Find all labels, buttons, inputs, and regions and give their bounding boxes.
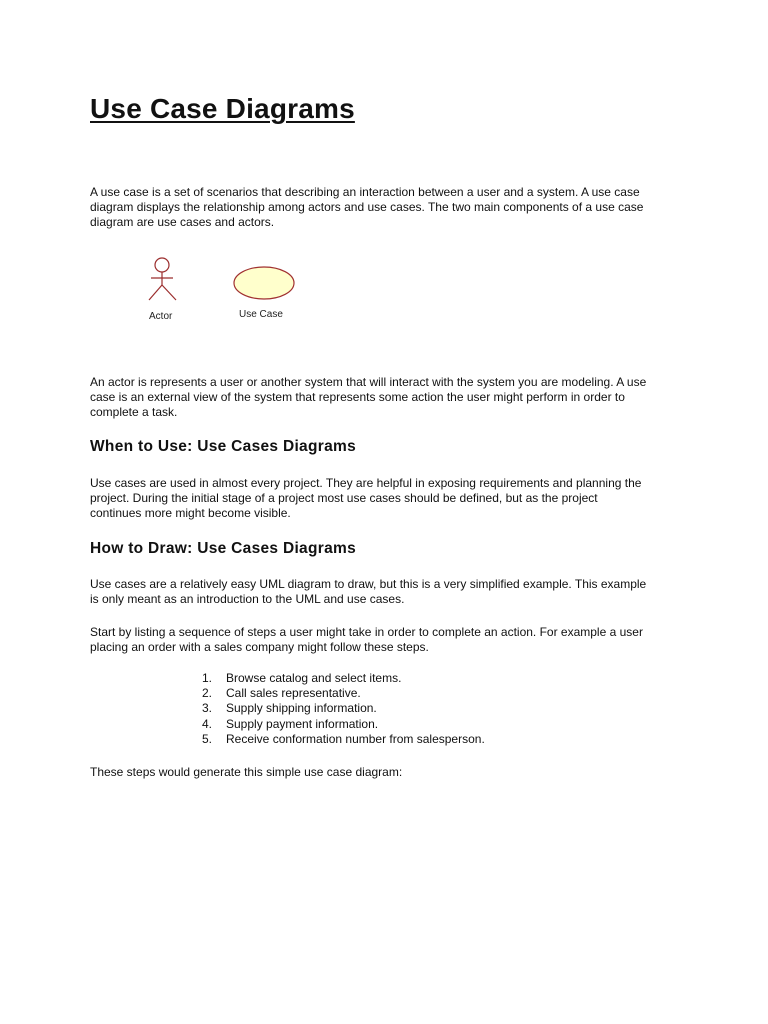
list-item: [202, 671, 485, 686]
intro-line: A use case is a set of scenarios that describing an interaction between a user and a system. A use case: [90, 185, 640, 199]
how-paragraph-line: placing an order with a sales company might follow these steps.: [90, 640, 429, 654]
actor-paragraph: [90, 375, 690, 420]
when-to-use-heading: When to Use: Use Cases Diagrams: [90, 438, 356, 455]
list-item: [202, 732, 485, 747]
how-paragraph-2: [90, 625, 690, 655]
use-case-ellipse-icon: [234, 267, 294, 299]
list-item: [202, 686, 485, 701]
step-number: 3.: [202, 701, 213, 716]
use-case-label: Use Case: [239, 309, 283, 320]
how-paragraph-1: [90, 577, 690, 607]
step-text: Receive conformation number from salesperson.: [226, 731, 485, 746]
step-text: Supply payment information.: [226, 716, 379, 731]
closing-paragraph: These steps would generate this simple use case diagram:: [90, 765, 403, 779]
how-paragraph-line: Start by listing a sequence of steps a user might take in order to complete an action. For example a user: [90, 625, 643, 639]
actor-paragraph-line: complete a task.: [90, 405, 178, 419]
step-number: 2.: [202, 686, 213, 701]
list-item: [202, 701, 485, 716]
step-number: 1.: [202, 671, 213, 685]
step-number: 4.: [202, 716, 213, 731]
actor-usecase-figure: [125, 250, 325, 330]
when-to-use-paragraph: [90, 476, 690, 521]
page-title: Use Case Diagrams: [90, 93, 355, 124]
step-text: Call sales representative.: [226, 686, 361, 701]
step-text: Supply shipping information.: [226, 701, 377, 716]
intro-paragraph: [90, 185, 690, 230]
intro-line: diagram are use cases and actors.: [90, 215, 275, 229]
step-text: Browse catalog and select items.: [226, 671, 402, 685]
actor-paragraph-line: An actor is represents a user or another system that will interact with the system you are modeling. A use: [90, 375, 647, 389]
actor-head: [155, 258, 169, 272]
actor-stick-figure-icon: [149, 258, 176, 300]
how-to-draw-heading: How to Draw: Use Cases Diagrams: [90, 540, 356, 557]
list-item: [202, 717, 485, 732]
steps-list: [202, 671, 485, 747]
when-paragraph-line: project. During the initial stage of a project most use cases should be defined, but as the project: [90, 491, 598, 505]
step-number: 5.: [202, 731, 213, 746]
intro-line: diagram displays the relationship among actors and use cases. The two main components of a use case: [90, 200, 644, 214]
actor-paragraph-line: case is an external view of the system that represents some action the user might perform in order to: [90, 390, 625, 404]
when-paragraph-line: continues more might become visible.: [90, 506, 291, 520]
actor-label: Actor: [149, 311, 173, 322]
when-paragraph-line: Use cases are used in almost every project. They are helpful in exposing requirements and planning the: [90, 476, 642, 490]
how-paragraph-line: Use cases are a relatively easy UML diagram to draw, but this is a very simplified example. This example: [90, 577, 647, 591]
how-paragraph-line: is only meant as an introduction to the UML and use cases.: [90, 592, 405, 606]
